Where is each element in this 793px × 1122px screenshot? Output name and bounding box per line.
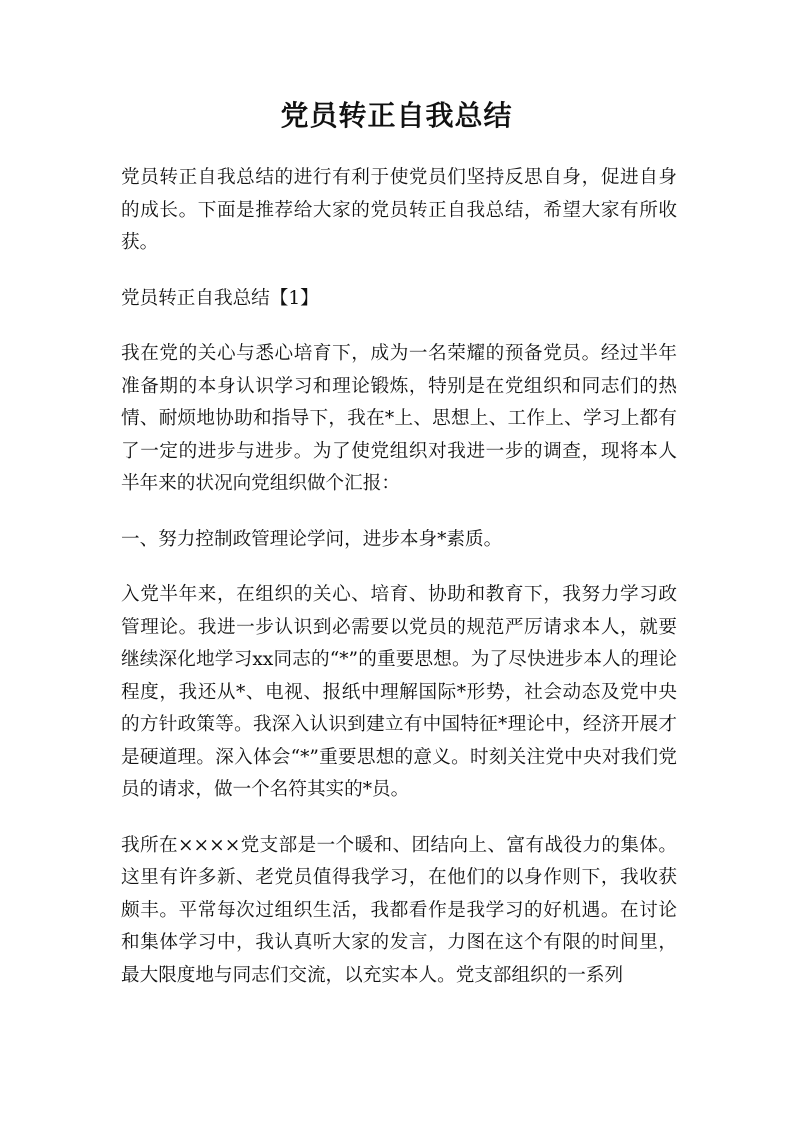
section-heading-1: 党员转正自我总结【1】 (121, 287, 319, 309)
document-title: 党员转正自我总结 (280, 99, 513, 132)
body-paragraph: 我在党的关心与悉心培育下，成为一名荣耀的预备党员。经过半年准备期的本身认识学习和理论锻炼，特别是在党组织和同志们的热情、耐烦地协助和指导下，我在*上、思想上、工作上、学习上都有了一定的进步与进步。为了使党组织对我进一步的调查，现将本人半年来的状况向党组织做个汇报： (121, 343, 677, 494)
subsection-heading-1: 一、努力控制政管理论学问，进步本身*素质。 (121, 528, 503, 550)
intro-paragraph: 党员转正自我总结的进行有利于使党员们坚持反思自身，促进自身的成长。下面是推荐给大家的党员转正自我总结，希望大家有所收获。 (121, 167, 677, 253)
body-paragraph: 我所在××××党支部是一个暖和、团结向上、富有战役力的集体。这里有许多新、老党员值得我学习，在他们的以身作则下，我收获颇丰。平常每次过组织生活，我都看作是我学习的好机遇。在讨论和集体学习中，我认真听大家的发言，力图在这个有限的时间里，最大限度地与同志们交流，以充实本人。党支部组织的一系列 (121, 834, 677, 986)
document-body (121, 162, 677, 1015)
body-paragraph: 入党半年来，在组织的关心、培育、协助和教育下，我努力学习政管理论。我进一步认识到必需要以党员的规范严厉请求本人，就要继续深化地学习xx同志的“*”的重要思想。为了尽快进步本人的理论程度，我还从*、电视、报纸中理解国际*形势，社会动态及党中央的方针政策等。我深入认识到建立有中国特征*理论中，经济开展才是硬道理。深入体会“*”重要思想的意义。时刻关注党中央对我们党员的请求，做一个名符其实的*员。 (121, 584, 677, 800)
